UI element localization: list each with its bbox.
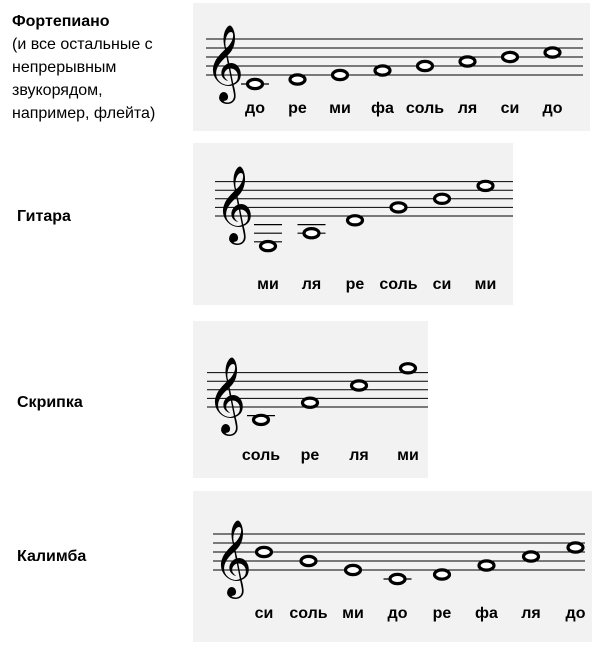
note-name-label: ля bbox=[521, 605, 541, 622]
whole-note bbox=[346, 565, 361, 574]
note-name-label: ми bbox=[329, 100, 351, 117]
note-name-label: соль bbox=[379, 276, 418, 293]
whole-note bbox=[290, 75, 305, 84]
note-name-label: фа bbox=[371, 100, 394, 117]
note-name-label: до bbox=[387, 605, 408, 622]
whole-note bbox=[391, 203, 406, 212]
instrument-subtitle-line: непрерывным bbox=[12, 59, 117, 76]
note-name-label: ре bbox=[300, 447, 320, 464]
note-name-label: си bbox=[432, 276, 452, 293]
whole-note bbox=[261, 242, 276, 251]
note-name-label: до bbox=[565, 605, 586, 622]
staff-violin bbox=[193, 321, 428, 478]
note-name-label: соль bbox=[405, 100, 445, 117]
staff-panel-guitar bbox=[193, 143, 513, 305]
note-name-label: ля bbox=[457, 100, 478, 117]
treble-clef-icon: 𝄞 bbox=[207, 356, 247, 433]
instrument-title: Фортепиано bbox=[12, 13, 110, 30]
instrument-title: Скрипка bbox=[17, 394, 83, 411]
note-name-label: до bbox=[542, 100, 563, 117]
instrument-title: Гитара bbox=[17, 208, 71, 225]
treble-clef-icon: 𝄞 bbox=[215, 165, 255, 242]
note-name-label: соль bbox=[241, 447, 281, 464]
whole-note bbox=[418, 61, 433, 70]
note-name-label: си bbox=[254, 605, 274, 622]
note-name-label: ре bbox=[288, 100, 307, 117]
instrument-label-piano bbox=[12, 10, 155, 125]
whole-note bbox=[257, 547, 272, 556]
whole-note bbox=[479, 561, 494, 570]
instrument-subtitle-line: звукорядом, bbox=[12, 82, 103, 99]
note-name-label: ля bbox=[301, 276, 322, 293]
whole-note bbox=[303, 398, 318, 407]
treble-clef-icon: 𝄞 bbox=[213, 519, 253, 596]
staff-guitar bbox=[193, 143, 513, 305]
note-name-label: ре bbox=[432, 605, 452, 622]
whole-note bbox=[304, 229, 319, 238]
note-name-label: соль bbox=[289, 605, 328, 622]
instrument-title: Калимба bbox=[17, 548, 87, 565]
instrument-subtitle-line: например, флейта) bbox=[12, 105, 156, 122]
whole-note bbox=[348, 216, 363, 225]
note-name-label: ля bbox=[349, 447, 369, 464]
instrument-label-guitar bbox=[17, 205, 71, 228]
note-name-label: ми bbox=[474, 276, 497, 293]
staff-kalimba bbox=[193, 491, 592, 642]
whole-note bbox=[435, 570, 450, 579]
note-name-label: ми bbox=[257, 276, 279, 293]
note-name-label: фа bbox=[475, 605, 498, 622]
whole-note bbox=[503, 52, 518, 61]
whole-note bbox=[390, 574, 405, 583]
whole-note bbox=[478, 181, 493, 190]
note-name-label: до bbox=[245, 100, 265, 117]
whole-note bbox=[401, 364, 416, 373]
staff-panel-piano bbox=[193, 3, 590, 131]
whole-note bbox=[301, 556, 316, 565]
whole-note bbox=[352, 381, 367, 390]
note-name-label: ре bbox=[345, 276, 365, 293]
note-name-label: си bbox=[500, 100, 520, 117]
note-name-label: ми bbox=[342, 605, 364, 622]
instrument-subtitle-line: (и все остальные с bbox=[12, 36, 153, 53]
whole-note bbox=[545, 48, 560, 57]
whole-note bbox=[435, 194, 450, 203]
whole-note bbox=[333, 70, 348, 79]
whole-note bbox=[568, 543, 583, 552]
whole-note bbox=[254, 415, 269, 424]
whole-note bbox=[375, 66, 390, 75]
instrument-label-violin bbox=[17, 391, 83, 414]
instrument-label-kalimba bbox=[17, 545, 86, 568]
note-name-label: ми bbox=[397, 447, 419, 464]
whole-note bbox=[460, 57, 475, 66]
staff-piano bbox=[193, 3, 590, 131]
staff-panel-violin bbox=[193, 321, 428, 478]
whole-note bbox=[248, 79, 263, 88]
whole-note bbox=[524, 552, 539, 561]
treble-clef-icon: 𝄞 bbox=[205, 24, 245, 101]
staff-panel-kalimba bbox=[193, 491, 592, 642]
